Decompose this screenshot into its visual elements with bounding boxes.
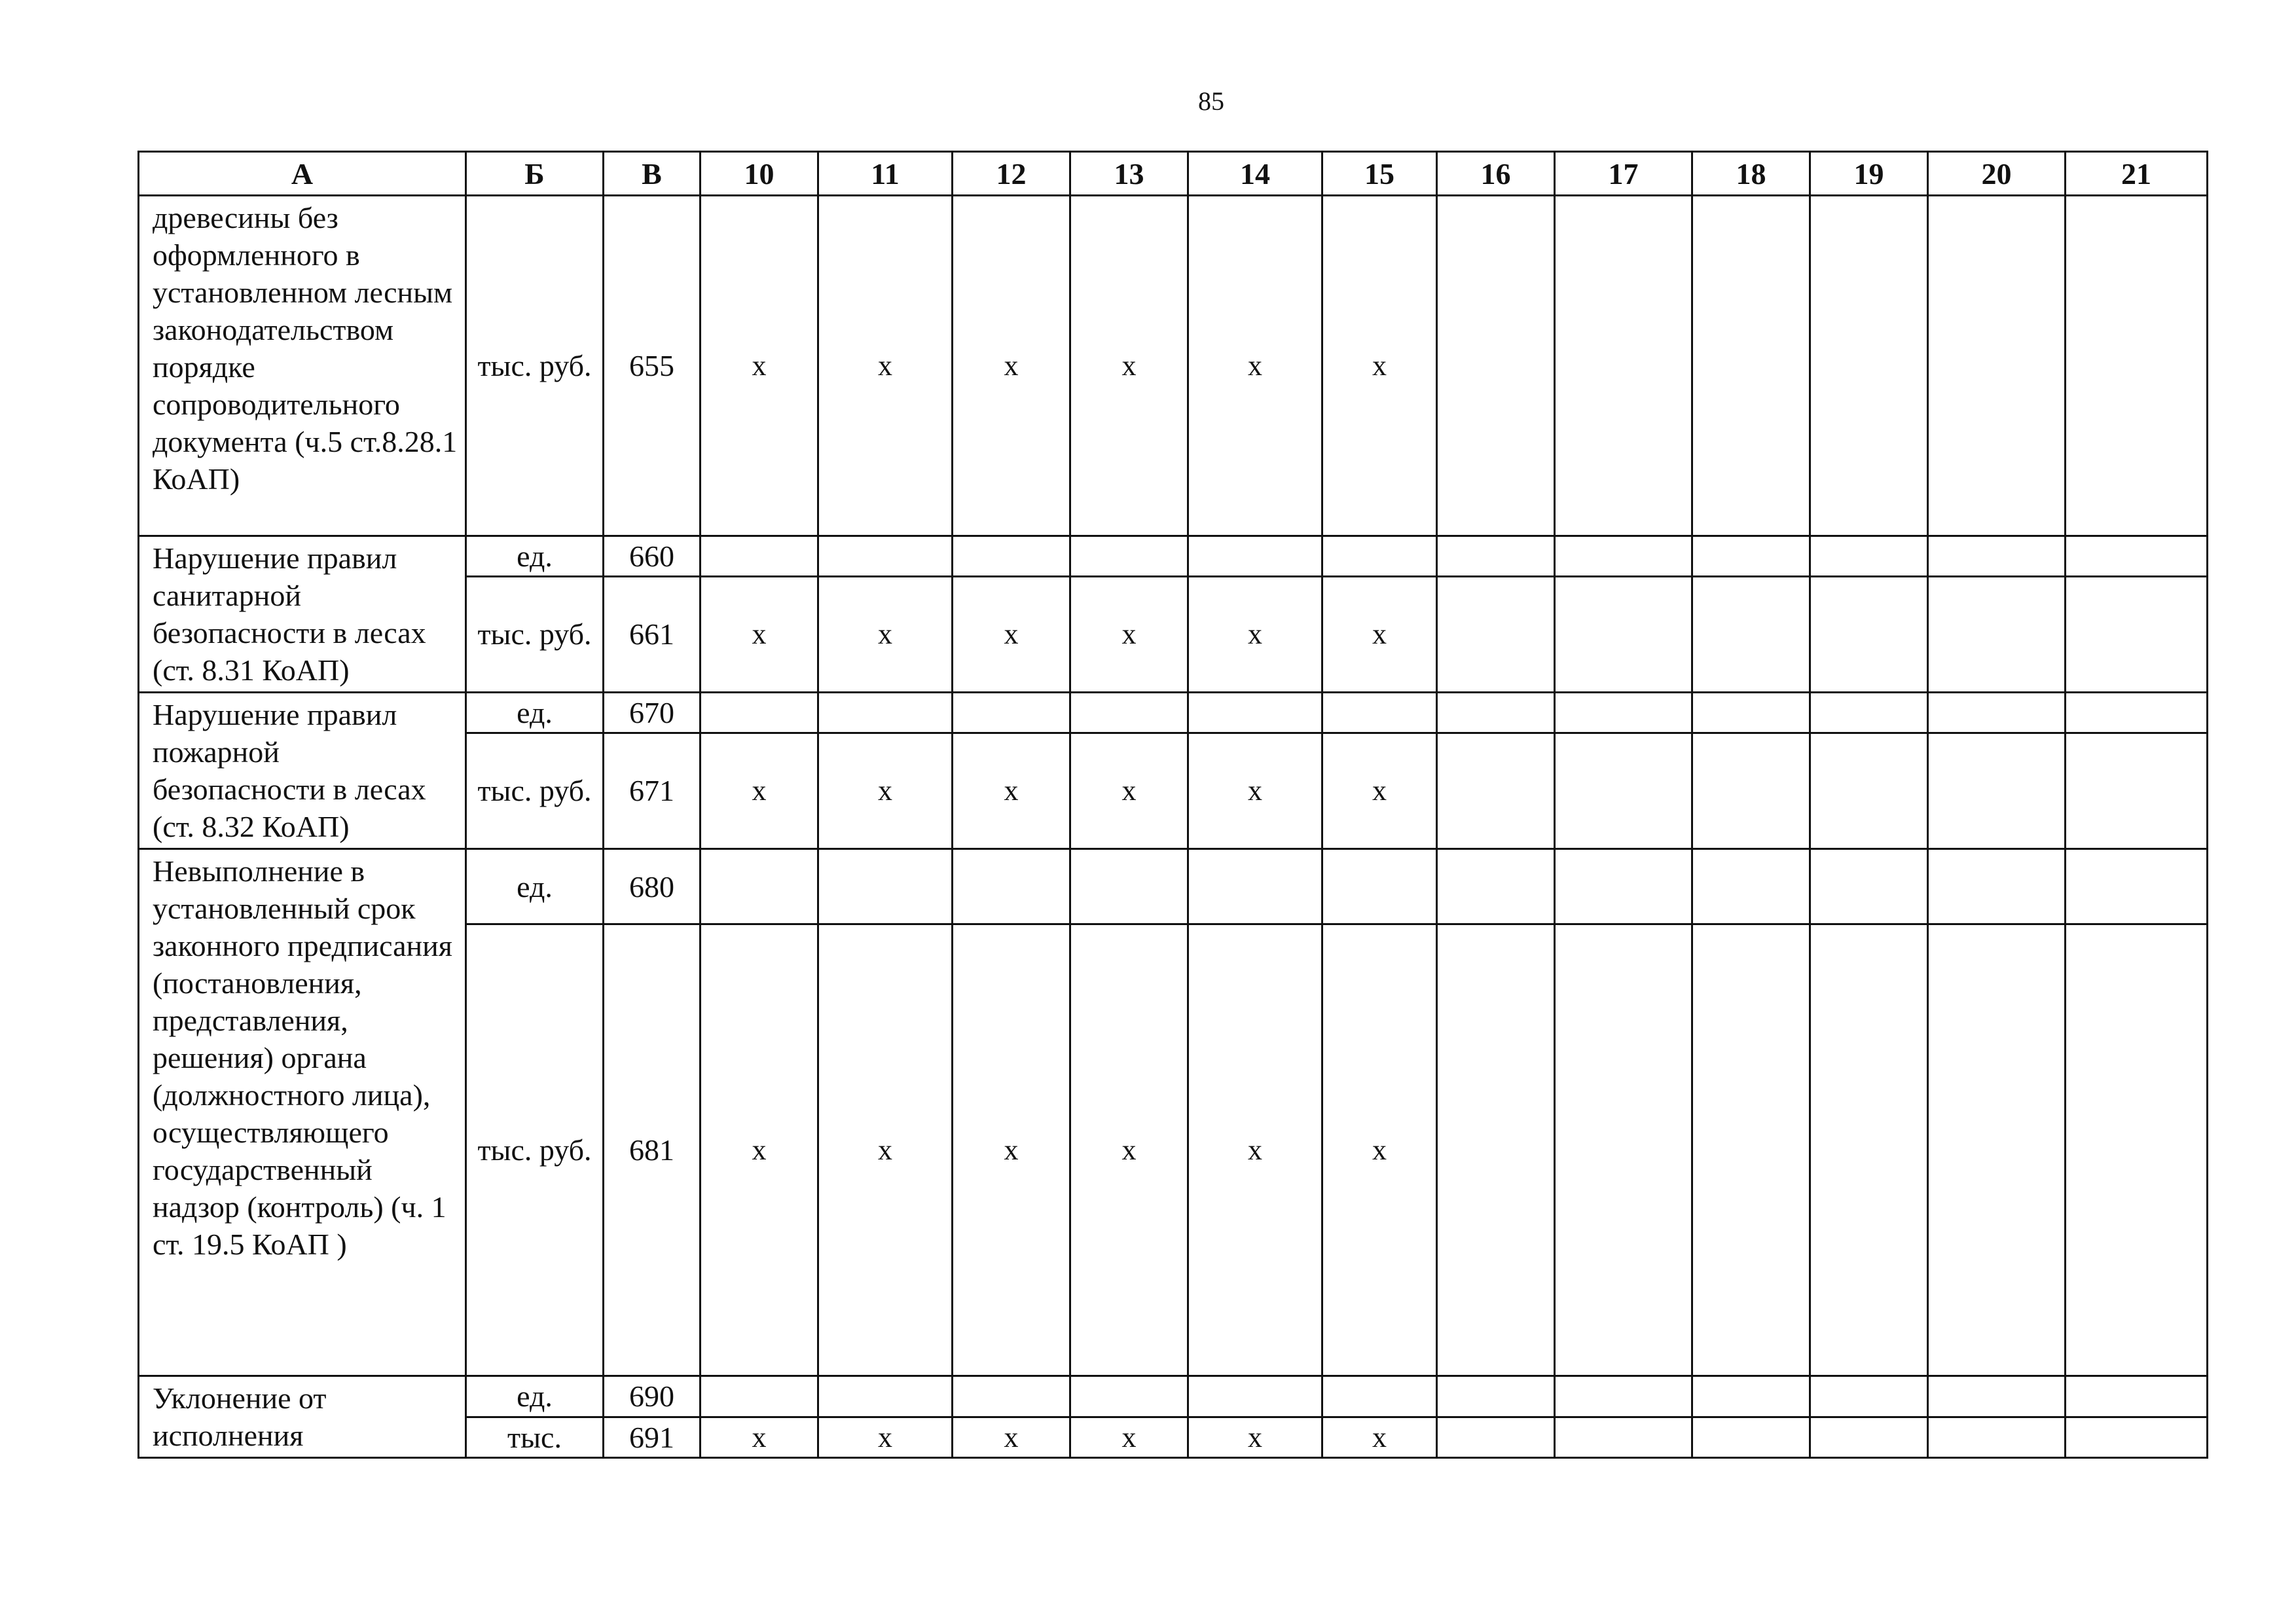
data-cell: х: [1070, 924, 1188, 1376]
code-cell: 661: [604, 576, 701, 692]
data-cell: х: [953, 196, 1070, 536]
code-cell: 680: [604, 849, 701, 924]
data-cell: [1070, 849, 1188, 924]
data-cell: [1555, 536, 1692, 577]
data-cell: [1810, 924, 1928, 1376]
data-cell: [953, 1376, 1070, 1417]
data-cell: [701, 1376, 818, 1417]
column-header: 20: [1928, 152, 2066, 196]
column-header: 15: [1322, 152, 1437, 196]
data-cell: [1692, 849, 1810, 924]
unit-cell: тыс. руб.: [466, 924, 604, 1376]
unit-cell: ед.: [466, 536, 604, 577]
data-cell: [1322, 1376, 1437, 1417]
data-cell: [1188, 693, 1322, 733]
data-cell: х: [1188, 733, 1322, 848]
code-cell: 655: [604, 196, 701, 536]
data-cell: х: [818, 924, 953, 1376]
code-cell: 691: [604, 1417, 701, 1458]
data-cell: [818, 693, 953, 733]
unit-cell: тыс. руб.: [466, 576, 604, 692]
data-cell: х: [701, 1417, 818, 1458]
data-cell: [1810, 849, 1928, 924]
data-cell: [1928, 733, 2066, 848]
data-cell: х: [1070, 1417, 1188, 1458]
data-cell: [1437, 1417, 1555, 1458]
code-cell: 681: [604, 924, 701, 1376]
data-cell: [2066, 1376, 2208, 1417]
data-cell: х: [1322, 733, 1437, 848]
data-cell: [1437, 693, 1555, 733]
data-cell: [1928, 849, 2066, 924]
data-cell: [1555, 849, 1692, 924]
data-cell: х: [818, 576, 953, 692]
data-cell: [1322, 849, 1437, 924]
unit-cell: ед.: [466, 849, 604, 924]
table-row: [139, 536, 2208, 577]
data-cell: х: [818, 1417, 953, 1458]
data-cell: [1810, 693, 1928, 733]
column-header: А: [139, 152, 466, 196]
data-cell: х: [1188, 196, 1322, 536]
data-cell: [1555, 576, 1692, 692]
data-cell: [1928, 576, 2066, 692]
data-cell: х: [1322, 576, 1437, 692]
data-cell: х: [1188, 1417, 1322, 1458]
data-cell: х: [953, 924, 1070, 1376]
data-cell: [1928, 1376, 2066, 1417]
data-cell: х: [1188, 924, 1322, 1376]
data-cell: [1070, 536, 1188, 577]
data-cell: [1437, 196, 1555, 536]
data-cell: [818, 536, 953, 577]
row-label: Уклонение от исполнения: [139, 1376, 466, 1458]
column-header: 17: [1555, 152, 1692, 196]
data-cell: [1188, 1376, 1322, 1417]
data-cell: [1070, 693, 1188, 733]
column-header: 14: [1188, 152, 1322, 196]
data-cell: [701, 693, 818, 733]
column-header: 12: [953, 152, 1070, 196]
data-cell: [1928, 693, 2066, 733]
data-cell: [953, 693, 1070, 733]
data-cell: х: [953, 1417, 1070, 1458]
column-header: 13: [1070, 152, 1188, 196]
data-cell: [1437, 924, 1555, 1376]
data-cell: [2066, 196, 2208, 536]
data-cell: [1188, 536, 1322, 577]
data-cell: [1692, 1417, 1810, 1458]
data-cell: х: [953, 733, 1070, 848]
unit-cell: тыс.: [466, 1417, 604, 1458]
row-label: Нарушение правил санитарной безопасности в лесах (ст. 8.31 КоАП): [139, 536, 466, 693]
column-header: 18: [1692, 152, 1810, 196]
data-cell: [2066, 924, 2208, 1376]
data-cell: [2066, 693, 2208, 733]
table-row: [139, 849, 2208, 924]
row-label: Невыполнение в установленный срок законного предписания (постановления, представления, решения) органа (должностного лица), осуществляющего государственный надзор (контроль) (ч. 1 ст. 19.5 КоАП ): [139, 849, 466, 1376]
data-cell: [1810, 1417, 1928, 1458]
column-header: 21: [2066, 152, 2208, 196]
data-cell: х: [1070, 196, 1188, 536]
data-cell: х: [701, 196, 818, 536]
data-cell: х: [701, 576, 818, 692]
data-cell: х: [1322, 1417, 1437, 1458]
data-cell: [701, 849, 818, 924]
data-cell: [701, 536, 818, 577]
data-cell: х: [1070, 576, 1188, 692]
data-cell: [1692, 1376, 1810, 1417]
data-cell: [1437, 1376, 1555, 1417]
table-row: [139, 196, 2208, 536]
column-header: В: [604, 152, 701, 196]
column-header: 16: [1437, 152, 1555, 196]
data-cell: [818, 1376, 953, 1417]
data-cell: [1928, 196, 2066, 536]
code-cell: 670: [604, 693, 701, 733]
page-number: 85: [1198, 86, 1224, 116]
data-cell: [1555, 733, 1692, 848]
data-cell: [2066, 576, 2208, 692]
data-cell: [2066, 1417, 2208, 1458]
data-cell: х: [701, 924, 818, 1376]
data-cell: [953, 536, 1070, 577]
column-header: Б: [466, 152, 604, 196]
data-cell: [1322, 536, 1437, 577]
header-row: [139, 152, 2208, 196]
data-cell: [1692, 536, 1810, 577]
column-header: 19: [1810, 152, 1928, 196]
data-cell: [818, 849, 953, 924]
column-header: 11: [818, 152, 953, 196]
data-cell: х: [953, 576, 1070, 692]
data-cell: х: [818, 196, 953, 536]
code-cell: 671: [604, 733, 701, 848]
table-row: [139, 1376, 2208, 1417]
unit-cell: тыс. руб.: [466, 196, 604, 536]
row-label: Нарушение правил пожарной безопасности в лесах (ст. 8.32 КоАП): [139, 693, 466, 849]
data-cell: [1555, 1376, 1692, 1417]
data-cell: [1070, 1376, 1188, 1417]
data-cell: [1188, 849, 1322, 924]
column-header: 10: [701, 152, 818, 196]
unit-cell: тыс. руб.: [466, 733, 604, 848]
data-cell: [1810, 576, 1928, 692]
data-cell: [1437, 576, 1555, 692]
data-cell: [1928, 924, 2066, 1376]
code-cell: 660: [604, 536, 701, 577]
data-cell: [1437, 849, 1555, 924]
row-label: древесины без оформленного в установленном лесным законодательством порядке сопроводительного документа (ч.5 ст.8.28.1 КоАП): [139, 196, 466, 536]
unit-cell: ед.: [466, 693, 604, 733]
data-cell: [1437, 733, 1555, 848]
data-cell: [1692, 693, 1810, 733]
data-cell: [953, 849, 1070, 924]
data-cell: [1322, 693, 1437, 733]
data-cell: [1555, 196, 1692, 536]
data-cell: х: [818, 733, 953, 848]
data-cell: [1555, 693, 1692, 733]
report-table: [137, 151, 2208, 1459]
unit-cell: ед.: [466, 1376, 604, 1417]
data-cell: [1437, 536, 1555, 577]
data-cell: х: [701, 733, 818, 848]
data-cell: [1928, 536, 2066, 577]
data-cell: [1810, 733, 1928, 848]
code-cell: 690: [604, 1376, 701, 1417]
data-cell: х: [1322, 924, 1437, 1376]
data-cell: [1555, 924, 1692, 1376]
data-cell: [1928, 1417, 2066, 1458]
data-cell: [1555, 1417, 1692, 1458]
data-cell: х: [1070, 733, 1188, 848]
data-cell: [2066, 849, 2208, 924]
table-row: [139, 693, 2208, 733]
data-cell: [1810, 196, 1928, 536]
data-cell: [2066, 536, 2208, 577]
data-cell: [1810, 1376, 1928, 1417]
data-cell: [1692, 924, 1810, 1376]
data-cell: [1692, 576, 1810, 692]
table-body: [139, 196, 2208, 1458]
data-cell: [2066, 733, 2208, 848]
data-cell: [1810, 536, 1928, 577]
data-cell: х: [1322, 196, 1437, 536]
data-cell: х: [1188, 576, 1322, 692]
data-cell: [1692, 196, 1810, 536]
data-cell: [1692, 733, 1810, 848]
